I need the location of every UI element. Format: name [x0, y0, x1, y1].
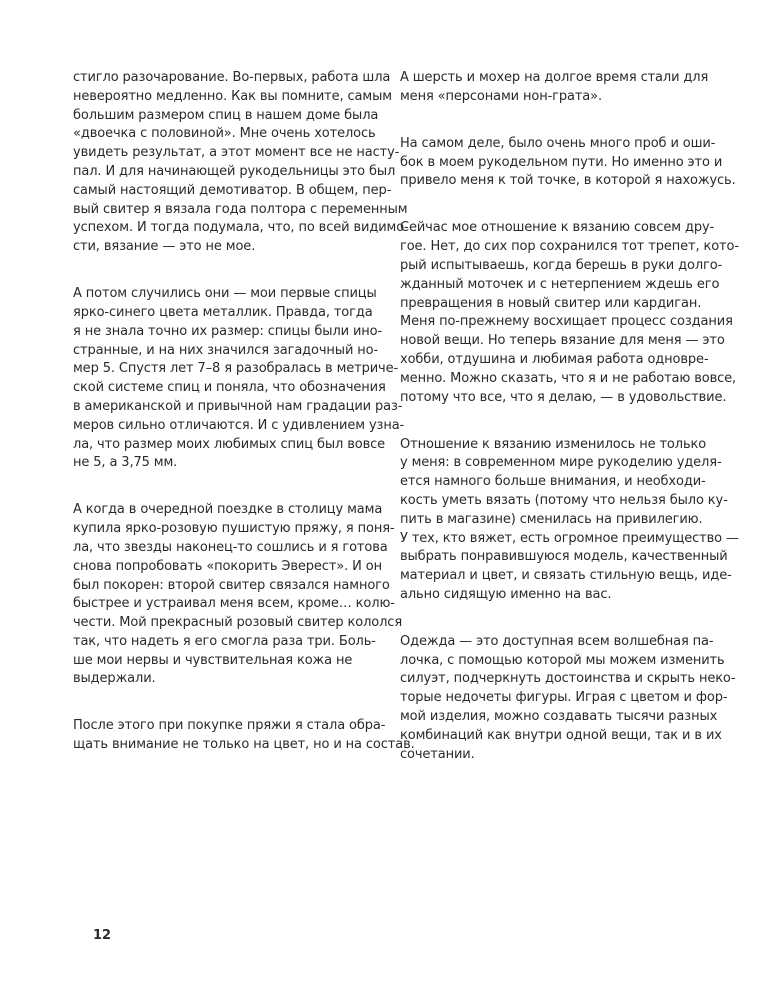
- paragraph: [73, 501, 403, 689]
- text-line: А потом случились они — мои первые спицы: [73, 286, 377, 302]
- text-line: торые недочеты фигуры. Играя с цветом и фор-: [400, 690, 728, 706]
- text-line: материал и цвет, и связать стильную вещь, иде-: [400, 568, 732, 584]
- text-line: чести. Мой прекрасный розовый свитер кололся: [73, 615, 403, 631]
- text-line: сти, вязание — это не мое.: [73, 239, 256, 255]
- text-line: самый настоящий демотиватор. В общем, пер-: [73, 182, 392, 198]
- text-line: ется намного больше внимания, и необходи-: [400, 474, 706, 490]
- text-line: невероятно медленно. Как вы помните, самым: [73, 88, 392, 104]
- text-line: потому что все, что я делаю, — в удовольствие.: [400, 389, 727, 405]
- text-line: выдержали.: [73, 671, 156, 687]
- paragraph: [400, 436, 739, 605]
- paragraph: [73, 285, 405, 473]
- text-line: превращения в новый свитер или кардиган.: [400, 295, 702, 311]
- text-line: не 5, а 3,75 мм.: [73, 455, 178, 471]
- text-line: большим размером спиц в нашем доме была: [73, 107, 379, 123]
- text-line: меров сильно отличаются. И с удивлением узна-: [73, 417, 405, 433]
- text-line: мер 5. Спустя лет 7–8 я разобралась в метриче-: [73, 361, 399, 377]
- text-line: ярко-синего цвета металлик. Правда, тогда: [73, 304, 373, 320]
- text-line: хобби, отдушина и любимая работа одновре-: [400, 351, 709, 367]
- text-line: комбинаций как внутри одной вещи, так и в их: [400, 727, 722, 743]
- text-line: в американской и привычной нам градации раз-: [73, 398, 403, 414]
- text-line: пить в магазине) сменилась на привилегию.: [400, 511, 703, 527]
- text-line: так, что надеть я его смогла раза три. Боль-: [73, 633, 376, 649]
- text-line: стигло разочарование. Во-первых, работа шла: [73, 70, 391, 85]
- text-line: ше мои нервы и чувствительная кожа не: [73, 652, 353, 668]
- text-line: Отношение к вязанию изменилось не только: [400, 436, 707, 452]
- text-line: гое. Нет, до сих пор сохранился тот трепет, кото-: [400, 239, 739, 255]
- text-line: Сейчас мое отношение к вязанию совсем дру-: [400, 220, 715, 236]
- text-line: сочетании.: [400, 746, 475, 762]
- text-line: рый испытываешь, когда берешь в руки долго-: [400, 257, 723, 273]
- text-line: выбрать понравившуюся модель, качественный: [400, 549, 728, 565]
- text-line: я не знала точно их размер: спицы были ино-: [73, 323, 383, 339]
- text-line: Меня по-прежнему восхищает процесс создания: [400, 314, 733, 330]
- text-line: вый свитер я вязала года полтора с переменным: [73, 201, 408, 217]
- text-line: жданный моточек и с нетерпением ждешь его: [400, 276, 720, 292]
- text-line: у меня: в современном мире рукоделию уделя-: [400, 455, 722, 471]
- text-line: ально сидящую именно на вас.: [400, 586, 612, 602]
- paragraph: [400, 633, 736, 765]
- text-line: меня «персонами нон-грата».: [400, 88, 602, 104]
- text-line: «двоечка с половиной». Мне очень хотелось: [73, 126, 376, 142]
- text-line: быстрее и устраивал меня всем, кроме… колю-: [73, 596, 395, 612]
- text-line: У тех, кто вяжет, есть огромное преимущество —: [400, 530, 739, 546]
- text-line: привело меня к той точке, в которой я нахожусь.: [400, 173, 736, 189]
- text-line: бок в моем рукодельном пути. Но именно это и: [400, 154, 723, 170]
- text-line: лочка, с помощью которой мы можем изменить: [400, 652, 725, 668]
- text-line: успехом. И тогда подумала, что, по всей видимо-: [73, 220, 409, 236]
- text-line: ла, что звезды наконец-то сошлись и я готова: [73, 539, 388, 555]
- text-line: пал. И для начинающей рукодельницы это был: [73, 163, 396, 179]
- left-text-column: [73, 69, 415, 783]
- paragraph: [400, 69, 710, 107]
- text-line: увидеть результат, а этот момент все не насту-: [73, 145, 400, 161]
- text-line: силуэт, подчеркнуть достоинства и скрыть неко-: [400, 671, 736, 687]
- paragraph: [73, 717, 415, 755]
- paragraph: [400, 135, 736, 191]
- text-line: кость уметь вязать (потому что нельзя было ку-: [400, 492, 728, 508]
- text-line: На самом деле, было очень много проб и оши-: [400, 135, 716, 151]
- text-line: ской системе спиц и поняла, что обозначения: [73, 380, 386, 396]
- text-line: щать внимание не только на цвет, но и на состав.: [73, 737, 415, 753]
- text-line: А шерсть и мохер на долгое время стали для: [400, 70, 709, 85]
- text-line: купила ярко-розовую пушистую пряжу, я поня-: [73, 521, 395, 537]
- text-line: Одежда — это доступная всем волшебная па-: [400, 633, 714, 649]
- text-line: новой вещи. Но теперь вязание для меня — это: [400, 333, 725, 349]
- right-text-column: [400, 69, 739, 793]
- text-line: снова попробовать «покорить Эверест». И он: [73, 558, 382, 574]
- text-line: А когда в очередной поездке в столицу мама: [73, 502, 383, 518]
- text-line: После этого при покупке пряжи я стала обра-: [73, 718, 386, 734]
- paragraph: [400, 219, 739, 407]
- text-line: менно. Можно сказать, что я и не работаю вовсе,: [400, 370, 737, 386]
- text-line: ла, что размер моих любимых спиц был вовсе: [73, 436, 386, 452]
- text-line: странные, и на них значился загадочный но-: [73, 342, 379, 358]
- text-line: мой изделия, можно создавать тысячи разных: [400, 709, 718, 725]
- text-line: был покорен: второй свитер связался намного: [73, 577, 390, 593]
- paragraph: [73, 69, 409, 257]
- page-number: 12: [93, 928, 112, 943]
